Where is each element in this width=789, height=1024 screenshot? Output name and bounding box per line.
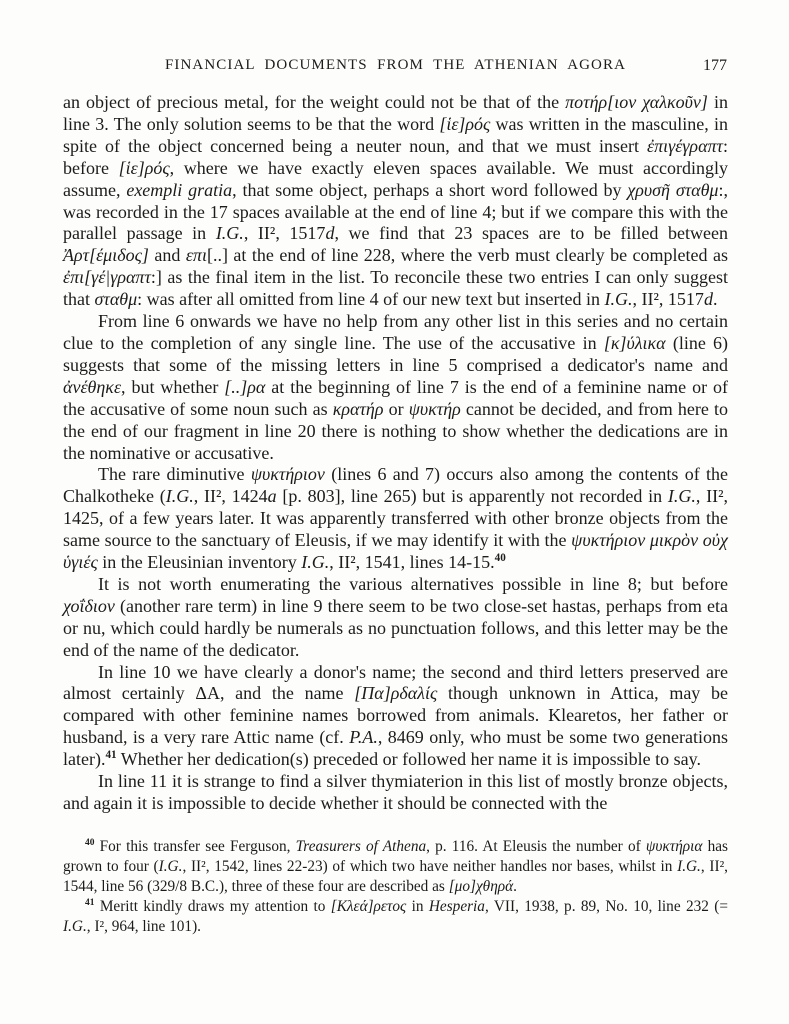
text-run: , 8469 only, who must be some two generations later). <box>63 727 728 770</box>
text-run: [..]ρα <box>224 376 266 397</box>
text-run: , II², 1517 <box>243 223 326 244</box>
text-run: I.G. <box>158 857 183 875</box>
text-run: ἀνέθηκε <box>63 376 122 397</box>
text-run: Whether her dedication(s) preceded or followed her name it is impossible to say. <box>116 749 701 770</box>
text-run: . <box>712 289 718 310</box>
text-run: , where we have exactly eleven spaces available. We must accordingly assume, <box>63 157 729 200</box>
footnote <box>63 837 728 897</box>
body-text <box>63 92 728 815</box>
paragraph <box>63 92 728 311</box>
text-run: I.G. <box>677 857 701 875</box>
text-run: The rare diminutive <box>98 464 251 485</box>
paragraph <box>63 662 728 772</box>
text-run: , II², 1425, of a few years later. It was apparently transferred with other bronze objects from the same source to the sanctuary of Eleusis, if we may identify it with the <box>63 486 728 551</box>
text-run: 41 <box>85 897 95 908</box>
page-content <box>63 57 728 937</box>
text-run: For this transfer see Ferguson, <box>94 837 296 855</box>
text-run: ψυκτήριον μικρὸν οὐχ ὑγιές <box>63 530 728 573</box>
text-run: I.G. <box>165 486 194 507</box>
paragraph <box>63 464 728 574</box>
text-run: I.G. <box>215 223 244 244</box>
text-run: Meritt kindly draws my attention to <box>94 897 331 915</box>
text-run: σταθμ <box>94 289 138 310</box>
text-run: :] as the final item in the list. To reconcile these two entries I can only suggest that <box>63 267 728 310</box>
text-run: , but whether <box>121 376 225 397</box>
running-head-title: FINANCIAL DOCUMENTS FROM THE ATHENIAN AGORA <box>164 57 627 73</box>
text-run: [Κλεά]ρετος <box>330 897 407 915</box>
text-run: , II², 1544, line 56 (329/8 B.C.), three of these four are described as <box>63 857 729 895</box>
text-run: in line 3. The only solution seems to be that the word <box>63 92 728 134</box>
text-run: ψυκτήριον <box>250 464 325 485</box>
text-run: , II², 1541, lines 14-15. <box>329 552 495 573</box>
text-run: From line 6 onwards we have no help from any other list in this series and no certain clue to the completion of any single line. The use of the accusative in <box>63 311 728 353</box>
text-run: , II², 1424 <box>193 486 268 507</box>
text-run: . <box>513 877 517 895</box>
text-run: κρατήρ <box>332 398 384 419</box>
footnote <box>63 897 728 937</box>
text-run: (lines 6 and 7) occurs also among the contents of the Chalkotheke ( <box>63 464 728 507</box>
text-run: [ἱε]ρός <box>439 113 491 134</box>
text-run: , we find that 23 spaces are to be filled between <box>334 223 728 244</box>
text-run: P.A. <box>349 727 378 748</box>
text-run: , II², 1542, lines 22-23) of which two have neither handles nor bases, whilst in <box>182 857 678 875</box>
text-run: or <box>383 398 409 419</box>
text-run: [..] at the end of line 228, where the verb must clearly be completed as <box>206 245 728 266</box>
text-run: χοΐδιον <box>63 595 115 616</box>
text-run: [ἱε]ρός <box>118 157 170 178</box>
text-run: cannot be decided, and from here to the end of our fragment in line 20 there is nothing to show whether the dedications are in the nominative or accusative. <box>63 398 729 463</box>
running-head <box>63 57 728 77</box>
text-run: , I², 964, line 101). <box>86 917 201 935</box>
text-run: 40 <box>494 552 506 565</box>
text-run: was written in the masculine, in spite of the object concerned being a neuter noun, and that we must insert <box>63 113 728 156</box>
text-run: 40 <box>85 837 95 848</box>
text-run: Ἀρτ[έμιδος] <box>63 245 149 266</box>
text-run: , VII, 1938, p. 89, No. 10, line 232 (= <box>484 897 728 915</box>
text-run: : was after all omitted from line 4 of our new text but inserted in <box>137 289 605 310</box>
text-run: ἐπι[γέ|γραπτ <box>63 267 151 288</box>
text-run: [p. 803], line 265) but is apparently not recorded in <box>276 486 668 507</box>
text-run: [Πα]ρδαλίς <box>354 683 438 704</box>
text-run: In line 11 it is strange to find a silver thymiaterion in this list of mostly bronze objects, and again it is impossible to decide whether it should be connected with the <box>63 771 728 813</box>
text-run: Hesperia <box>428 897 485 915</box>
text-run: I.G. <box>667 486 696 507</box>
text-run: in <box>406 897 429 915</box>
paragraph <box>63 771 728 815</box>
text-run: I.G. <box>63 917 87 935</box>
text-run: though unknown in Attica, may be compared with other feminine names borrowed from animals. Klearetos, her father or husband, is a very rare Attic name (cf. <box>63 683 729 748</box>
footnotes <box>63 837 728 937</box>
text-run: [κ]ύλικα <box>603 332 666 353</box>
text-run: a <box>267 486 277 507</box>
text-run: Treasurers of Athena <box>295 837 427 855</box>
text-run: (line 6) suggests that some of the missing letters in line 5 comprised a dedicator's name and <box>63 332 729 375</box>
text-run: επι <box>185 245 207 266</box>
text-run: an object of precious metal, for the weight could not be that of the <box>63 92 566 112</box>
text-run: , p. 116. At Eleusis the number of <box>426 837 646 855</box>
text-run: ψυκτήρ <box>408 398 461 419</box>
text-run: ψυκτήρια <box>645 837 703 855</box>
text-run: [μο]χθηρά <box>448 877 514 895</box>
text-run: I.G. <box>301 552 330 573</box>
text-run: I.G. <box>604 289 633 310</box>
text-run: exempli gratia <box>126 179 233 200</box>
text-run: χρυσῆ σταθμ <box>627 179 719 200</box>
text-run: d <box>703 289 713 310</box>
text-run: at the beginning of line 7 is the end of a feminine name or of the accusative of some noun such as <box>63 376 728 419</box>
page-number: 177 <box>703 57 727 74</box>
text-run: It is not worth enumerating the various alternatives possible in line 8; but before <box>98 573 728 594</box>
text-run: (another rare term) in line 9 there seem to be two close-set hastas, perhaps from eta or nu, which could hardly be numerals as no punctuation follows, and this letter may be the end of the name of the dedicator. <box>63 595 728 660</box>
text-run: ποτήρ[ιον χαλκοῦν] <box>565 92 708 112</box>
paragraph <box>63 311 728 464</box>
text-run: , II², 1517 <box>632 289 704 310</box>
text-run: d <box>325 223 335 244</box>
text-run: , that some object, perhaps a short word followed by <box>232 179 628 200</box>
text-run: :, was recorded in the 17 spaces available at the end of line 4; but if we compare this with the parallel passage in <box>63 179 728 244</box>
text-run: 41 <box>105 749 117 762</box>
paragraph <box>63 574 728 662</box>
text-run: has grown to four ( <box>63 837 729 875</box>
text-run: ἐπιγέγραπτ <box>647 135 723 156</box>
text-run: : before <box>63 135 728 178</box>
text-run: in the Eleusinian inventory <box>97 552 302 573</box>
text-run: and <box>148 245 186 266</box>
text-run: In line 10 we have clearly a donor's name; the second and third letters preserved are almost certainly ΔΑ, and the name <box>63 661 728 704</box>
